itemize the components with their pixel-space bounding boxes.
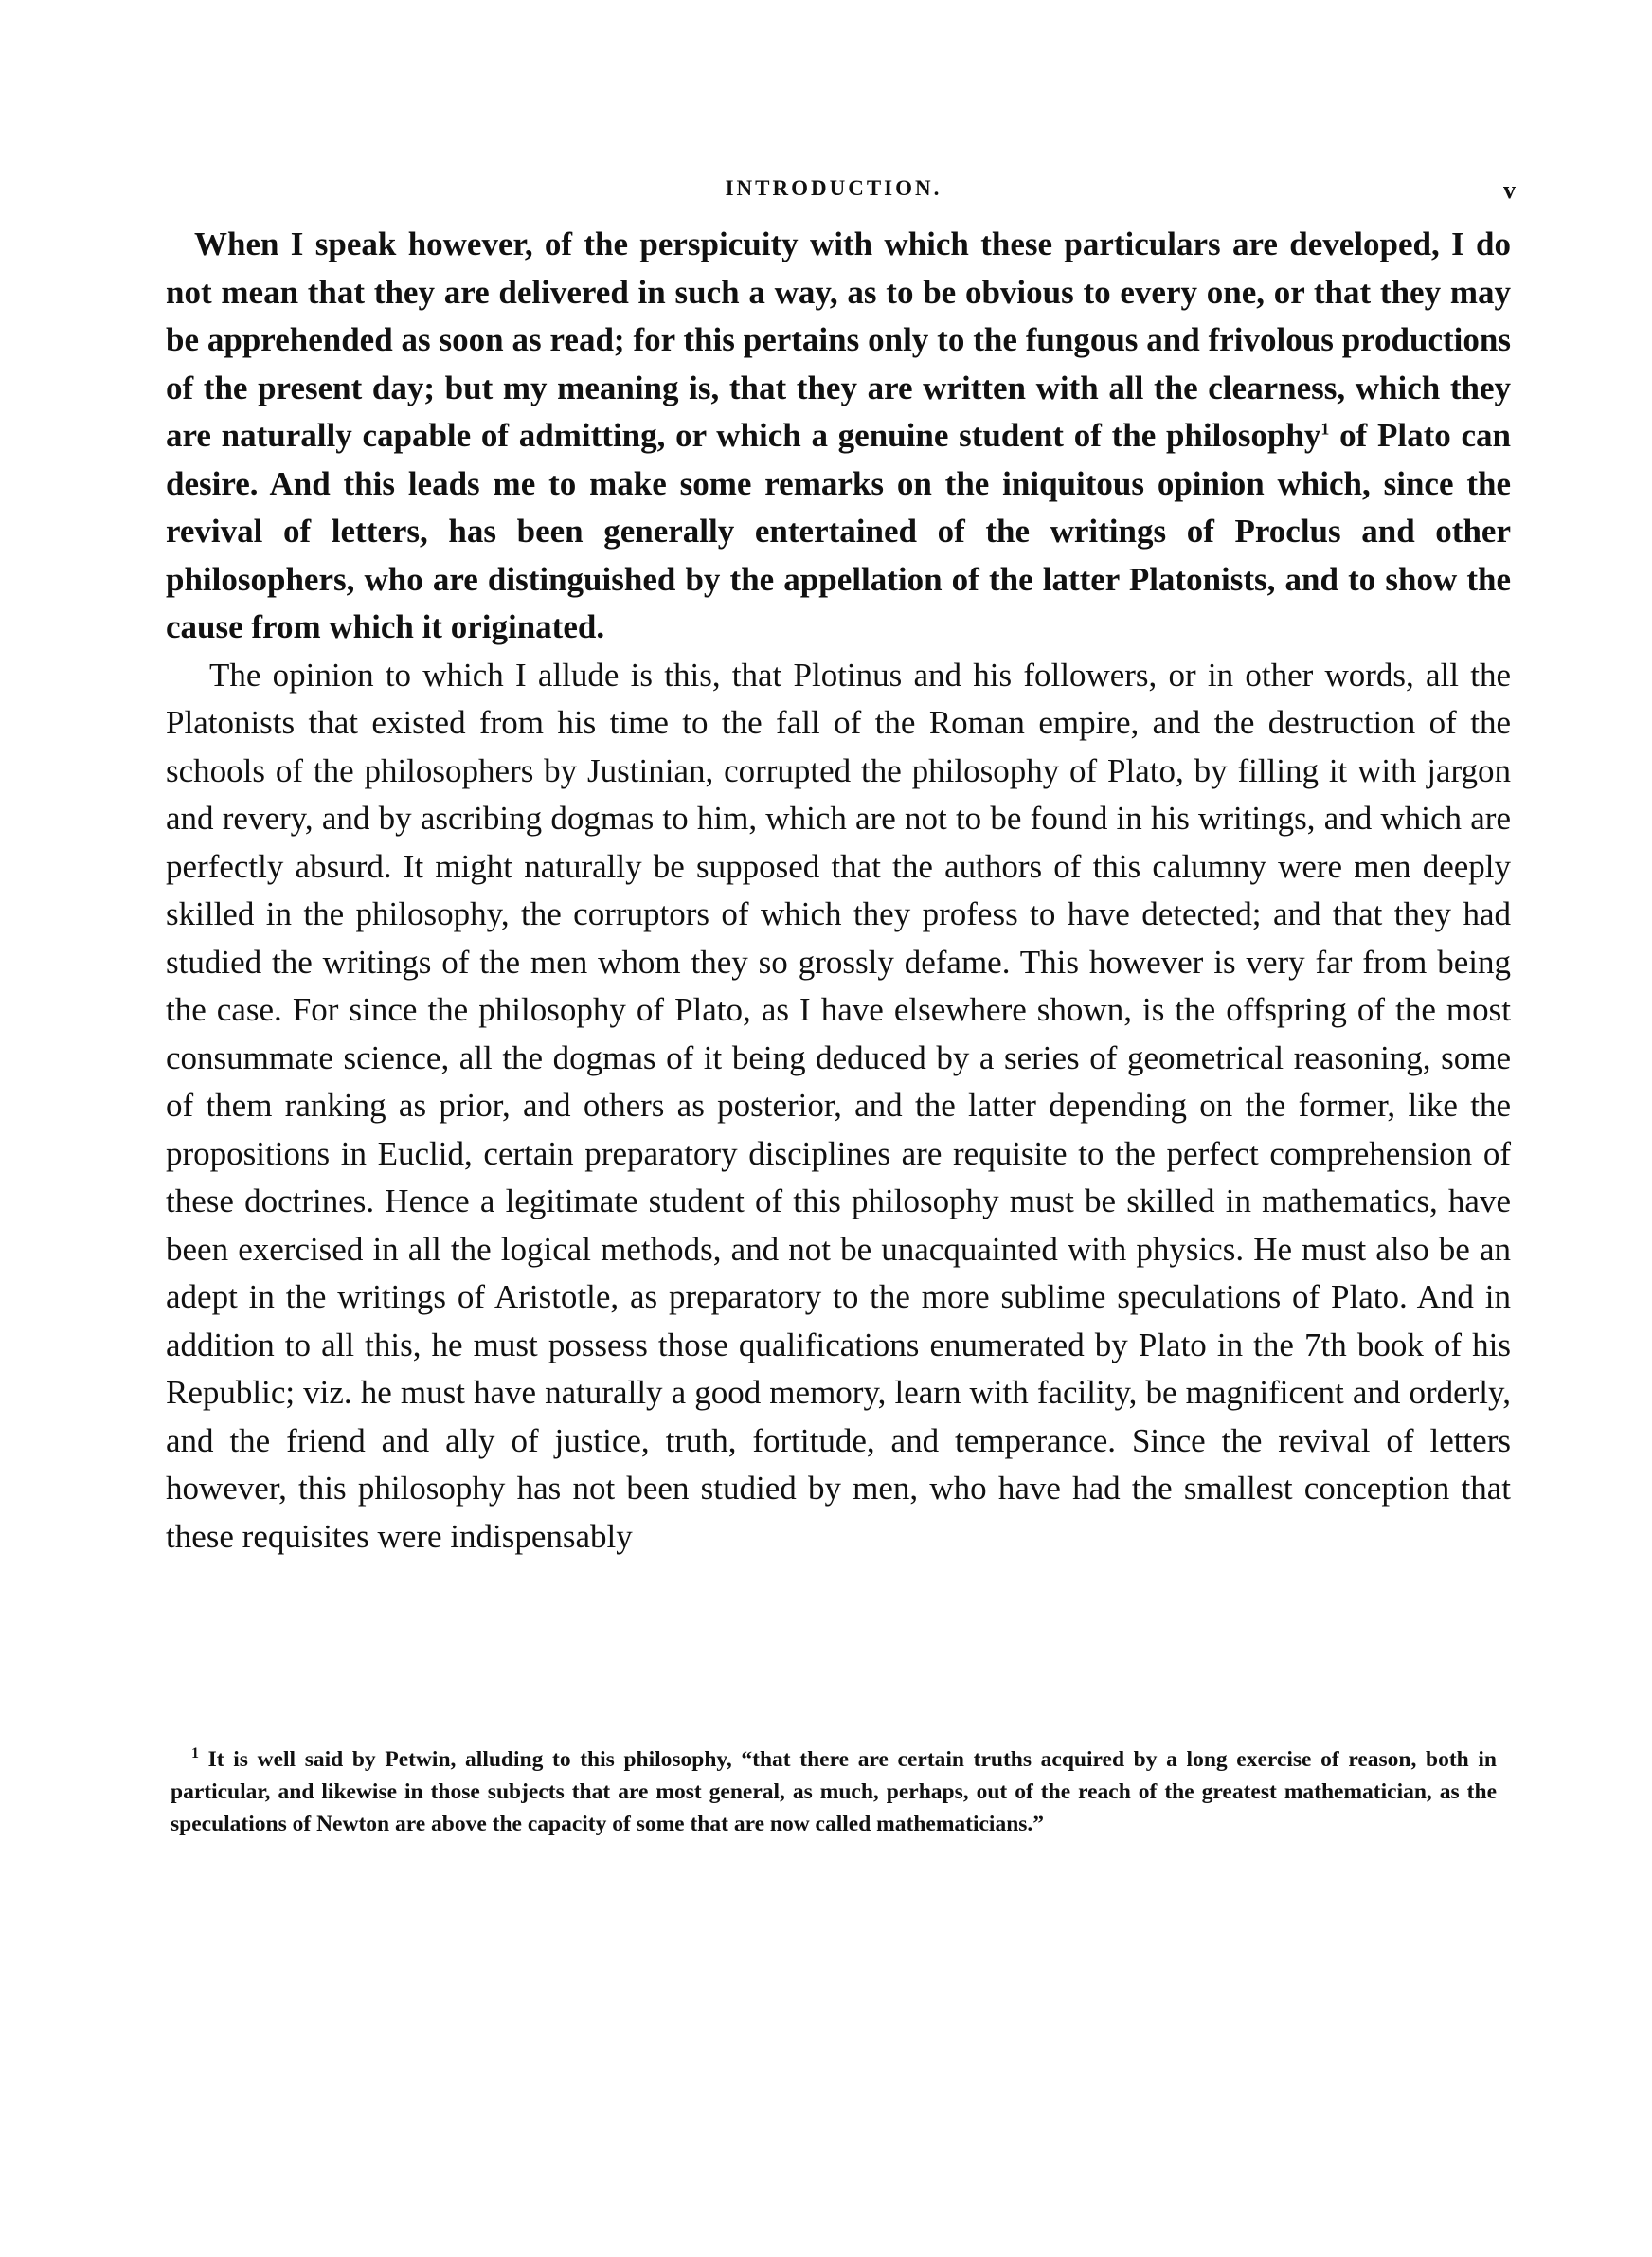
footnote-text: It is well said by Petwin, alluding to this philosophy, “that there are certain truths acquired by a long exercise of reason, both in particular, and likewise in those subjects that are most general, as much, perhaps, out of the reach of the greatest mathematician, as the speculations of Newton are above the capacity of some that are now called mathematicians.”	[171, 1747, 1497, 1836]
running-title: INTRODUCTION.	[725, 176, 943, 200]
footnote-marker: 1	[191, 1745, 199, 1762]
running-head	[152, 176, 1516, 214]
page-number: v	[1503, 176, 1516, 204]
footnote-reference: 1	[1320, 419, 1330, 439]
paragraph-2: The opinion to which I allude is this, that Plotinus and his followers, or in other words, all the Platonists that existed from his time to the fall of the Roman empire, and the destruction of the schools of the philosophers by Justinian, corrupted the philosophy of Plato, by filling it with jargon and revery, and by ascribing dogmas to him, which are not to be found in his writings, and which are perfectly absurd. It might naturally be supposed that the authors of this calumny were men deeply skilled in the philosophy, the corruptors of which they profess to have detected; and that they had studied the writings of the men whom they so grossly defame. This however is very far from being the case. For since the philosophy of Plato, as I have elsewhere shown, is the offspring of the most consummate science, all the dogmas of it being deduced by a series of geometrical reasoning, some of them ranking as prior, and others as posterior, and the latter depending on the former, like the propositions in Euclid, certain preparatory disciplines are requisite to the perfect comprehension of these doctrines. Hence a legitimate student of this philosophy must be skilled in mathematics, have been exercised in all the logical methods, and not be unacquainted with physics. He must also be an adept in the writings of Aristotle, as preparatory to the more sublime speculations of Plato. And in addition to all this, he must possess those qualifications enumerated by Plato in the 7th book of his Republic; viz. he must have naturally a good memory, learn with facility, be magnificent and orderly, and the friend and ally of justice, truth, fortitude, and temperance. Since the revival of letters however, this philosophy has not been studied by men, who have had the smallest conception that these requisites were indispensably	[166, 656, 1511, 1555]
paragraph-1	[166, 221, 1511, 652]
body-text	[166, 221, 1511, 1561]
paragraph-1-part-b: of Plato can desire. And this leads me to make some remarks on the iniquitous opinion which, since the revival of letters, has been generally entertained of the writings of Proclus and other philosophers, who are distinguished by the appellation of the latter Platonists, and to show the cause from which it originated.	[166, 417, 1511, 645]
footnote	[171, 1743, 1497, 1840]
paragraph-1-part-a: When I speak however, of the perspicuity with which these particulars are developed, I do not mean that they are delivered in such a way, as to be obvious to every one, or that they may be apprehended as soon as read; for this pertains only to the fungous and frivolous productions of the present day; but my meaning is, that they are written with all the clearness, which they are naturally capable of admitting, or which a genuine student of the philosophy	[166, 226, 1511, 454]
